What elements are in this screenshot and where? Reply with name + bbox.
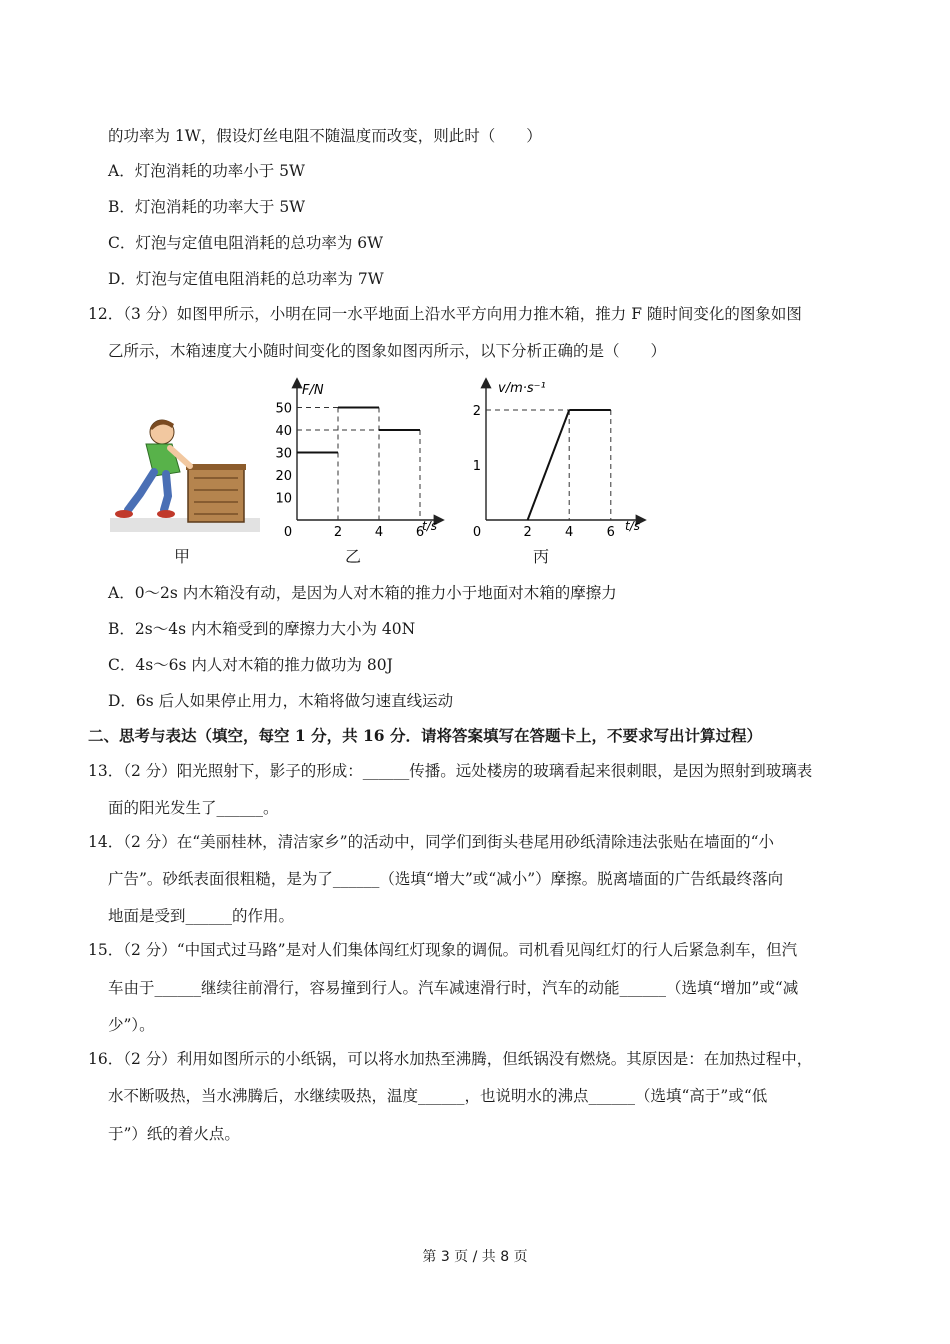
y-tick-label: 20: [275, 469, 292, 484]
q11-continuation: 的功率为 1W，假设灯丝电阻不随温度而改变，则此时（ ）: [108, 127, 542, 145]
q12-option-c: C．4s～6s 内人对木箱的推力做功为 80J: [108, 656, 393, 674]
q12-option-d: D．6s 后人如果停止用力，木箱将做匀速直线运动: [108, 692, 454, 710]
q11-option-a: A．灯泡消耗的功率小于 5W: [108, 162, 305, 180]
x-tick-label: 4: [374, 525, 384, 540]
x-tick-label: 0: [283, 525, 293, 540]
y-axis-label: v/m·s⁻¹: [498, 381, 546, 396]
q14-line2: 广告”。砂纸表面很粗糙，是为了______（选填“增大”或“减小”）摩擦。脱离墙面的广告纸最终落向: [108, 870, 784, 888]
q11-option-b: B．灯泡消耗的功率大于 5W: [108, 198, 306, 216]
x-axis-label: t/s: [625, 519, 640, 533]
q15-line3: 少”）。: [108, 1016, 155, 1034]
x-axis-label: t/s: [422, 519, 437, 533]
x-tick-label: 4: [565, 525, 574, 540]
q13-line1: 13．（2 分）阳光照射下，影子的形成：______传播。远处楼房的玻璃看起来很刺眼，是因为照射到玻璃表: [88, 762, 813, 780]
x-tick-label: 2: [523, 525, 532, 540]
q14-line1: 14．（2 分）在“美丽桂林，清洁家乡”的活动中，同学们到街头巷尾用砂纸清除违法张贴在墙面的“小: [88, 833, 775, 851]
figure-label-jia: 甲: [174, 547, 191, 566]
x-tick-label: 2: [333, 525, 343, 540]
page-footer: 第 3 页 / 共 8 页: [422, 1249, 528, 1265]
series-segment: [528, 410, 570, 520]
y-tick-label: 50: [275, 401, 292, 417]
q15-line1: 15．（2 分）“中国式过马路”是对人们集体闯红灯现象的调侃。司机看见闯红灯的行人后紧急刹车，但汽: [88, 941, 798, 959]
force-time-graph: [262, 375, 450, 540]
q16-line1: 16．（2 分）利用如图所示的小纸锅，可以将水加热至沸腾，但纸锅没有燃烧。其原因是：在加热过程中，: [88, 1050, 813, 1068]
q12-option-b: B．2s～4s 内木箱受到的摩擦力大小为 40N: [108, 620, 416, 638]
q13-line2: 面的阳光发生了______。: [108, 799, 279, 817]
q16-line3: 于”）纸的着火点。: [108, 1125, 240, 1143]
figure-label-yi: 乙: [345, 547, 362, 566]
y-tick-label: 2: [472, 404, 481, 419]
q12-option-a: A．0～2s 内木箱没有动，是因为人对木箱的推力小于地面对木箱的摩擦力: [108, 584, 617, 602]
q15-line2: 车由于______继续往前滑行，容易撞到行人。汽车减速滑行时，汽车的动能______（选填“增加”或“减: [108, 979, 799, 997]
q11-option-c: C．灯泡与定值电阻消耗的总功率为 6W: [108, 234, 384, 252]
x-tick-label: 6: [415, 525, 425, 540]
x-tick-label: 0: [472, 525, 482, 540]
section-2-heading: 二、思考与表达（填空，每空 1 分，共 16 分．请将答案填写在答题卡上，不要求写出计算过程）: [88, 726, 762, 745]
velocity-time-graph: [462, 375, 650, 540]
y-tick-label: 40: [275, 424, 292, 439]
y-tick-label: 10: [275, 491, 292, 507]
q16-line2: 水不断吸热，当水沸腾后，水继续吸热，温度______，也说明水的沸点______（选填“高于”或“低: [108, 1087, 768, 1105]
figure-label-bing: 丙: [533, 547, 550, 566]
y-axis-label: F/N: [302, 383, 324, 398]
y-tick-label: 1: [472, 459, 481, 474]
q11-option-d: D．灯泡与定值电阻消耗的总功率为 7W: [108, 270, 384, 288]
y-tick-label: 30: [275, 446, 292, 462]
q12-stem-line1: 12．（3 分）如图甲所示，小明在同一水平地面上沿水平方向用力推木箱，推力 F 随时间变化的图象如图: [88, 305, 802, 323]
q14-line3: 地面是受到______的作用。: [108, 907, 295, 925]
boy-pushing-box-illustration: [110, 410, 260, 535]
q12-stem-line2: 乙所示，木箱速度大小随时间变化的图象如图丙所示，以下分析正确的是（ ）: [108, 342, 667, 360]
x-tick-label: 6: [606, 525, 615, 540]
